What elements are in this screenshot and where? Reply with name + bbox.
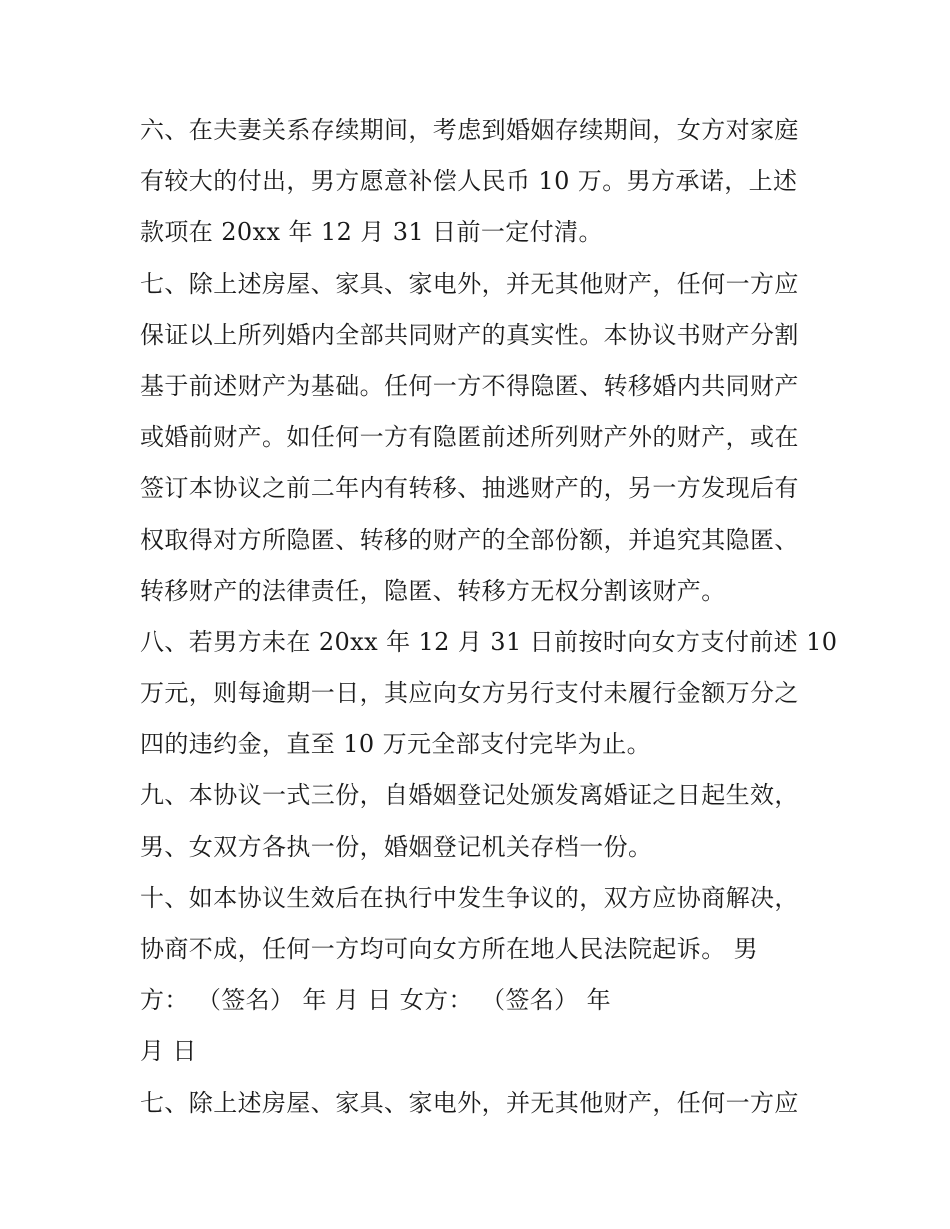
text-line: 男、女双方各执一份，婚姻登记机关存档一份。 bbox=[140, 832, 653, 861]
text-line: 保证以上所列婚内全部共同财产的真实性。本协议书财产分割 bbox=[140, 320, 799, 349]
text-line: 六、在夫妻关系存续期间，考虑到婚姻存续期间，女方对家庭 bbox=[140, 116, 799, 144]
text-line: 有较大的付出，男方愿意补偿人民币 10 万。男方承诺，上述 bbox=[140, 167, 798, 196]
text-line: 转移财产的法律责任，隐匿、转移方无权分割该财产。 bbox=[140, 576, 726, 605]
text-line: 十、如本协议生效后在执行中发生争议的，双方应协商解决， bbox=[140, 883, 799, 912]
text-line: 九、本协议一式三份，自婚姻登记处颁发离婚证之日起生效， bbox=[140, 781, 799, 810]
signature-date-line: 月 日 bbox=[140, 1037, 197, 1066]
text-line: 款项在 20xx 年 12 月 31 日前一定付清。 bbox=[140, 218, 603, 247]
text-line: 协商不成，任何一方均可向女方所在地人民法院起诉。 男 bbox=[140, 935, 759, 963]
text-line: 七、除上述房屋、家具、家电外，并无其他财产，任何一方应 bbox=[140, 269, 799, 298]
text-line: 七、除上述房屋、家具、家电外，并无其他财产，任何一方应 bbox=[140, 1088, 799, 1117]
text-line: 万元，则每逾期一日，其应向女方另行支付未履行金额万分之 bbox=[140, 679, 799, 708]
text-line: 权取得对方所隐匿、转移的财产的全部份额，并追究其隐匿、 bbox=[140, 525, 799, 554]
text-line: 八、若男方未在 20xx 年 12 月 31 日前按时向女方支付前述 10 bbox=[140, 627, 838, 656]
text-line: 基于前述财产为基础。任何一方不得隐匿、转移婚内共同财产 bbox=[140, 371, 799, 400]
signature-line: 方： （签名） 年 月 日 女方： （签名） 年 bbox=[140, 986, 612, 1015]
text-line: 或婚前财产。如任何一方有隐匿前述所列财产外的财产，或在 bbox=[140, 423, 799, 452]
text-line: 四的违约金，直至 10 万元全部支付完毕为止。 bbox=[140, 730, 651, 759]
document-body bbox=[140, 105, 838, 1129]
text-line: 签订本协议之前二年内有转移、抽逃财产的，另一方发现后有 bbox=[140, 474, 799, 503]
